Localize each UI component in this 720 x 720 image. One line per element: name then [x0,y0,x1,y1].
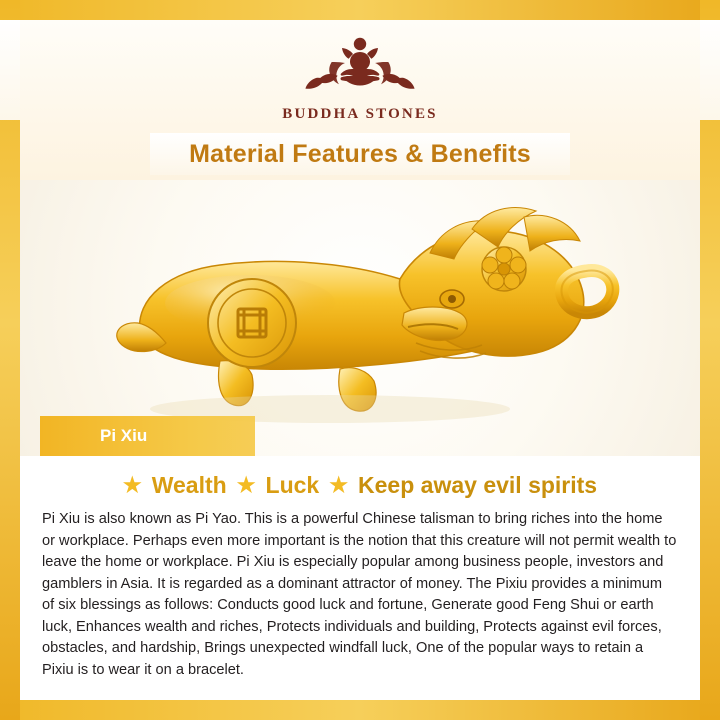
brand-logo [282,30,437,123]
frame-top-border [0,0,720,20]
description-paragraph: Pi Xiu is also known as Pi Yao. This is a powerful Chinese talisman to bring riches into the home or workplace. Perhaps even more important is the notion that this creature will not permit wealth to leave the home or workplace. Pi Xiu is especially popular among business people, investors and gamblers in Asia. It is regarded as a dominant attractor of money. The Pixiu provides a minimum of six blessings as follows: Conducts good luck and fortune, Generate good Feng Shui or earth luck, Enhances wealth and riches, Protects individuals and building, Protects against evil forces, obstacles, and hardship, Brings unexpected windfall luck, One of the popular ways to retain a Pixiu is to wear it on a bracelet. [42,511,677,678]
benefit-protection: Keep away evil spirits [358,472,598,498]
star-icon: ★ [329,474,349,497]
benefits-headline [42,472,678,499]
frame-notch-top-left [0,20,20,120]
frame-notch-top-right [700,20,720,120]
benefits-section [20,456,700,700]
section-title-banner [150,133,570,175]
gold-pixiu-charm-illustration [100,193,620,443]
page-title: Material Features & Benefits [189,139,531,168]
star-icon: ★ [122,474,142,497]
lotus-meditation-icon [285,30,435,102]
frame-bottom-border [0,700,720,720]
star-icon: ★ [236,474,256,497]
product-image [20,180,700,456]
benefit-luck: Luck [265,472,320,498]
product-name-label: Pi Xiu [40,416,255,456]
brand-name: BUDDHA STONES [282,106,438,122]
benefit-wealth: Wealth [151,472,227,498]
